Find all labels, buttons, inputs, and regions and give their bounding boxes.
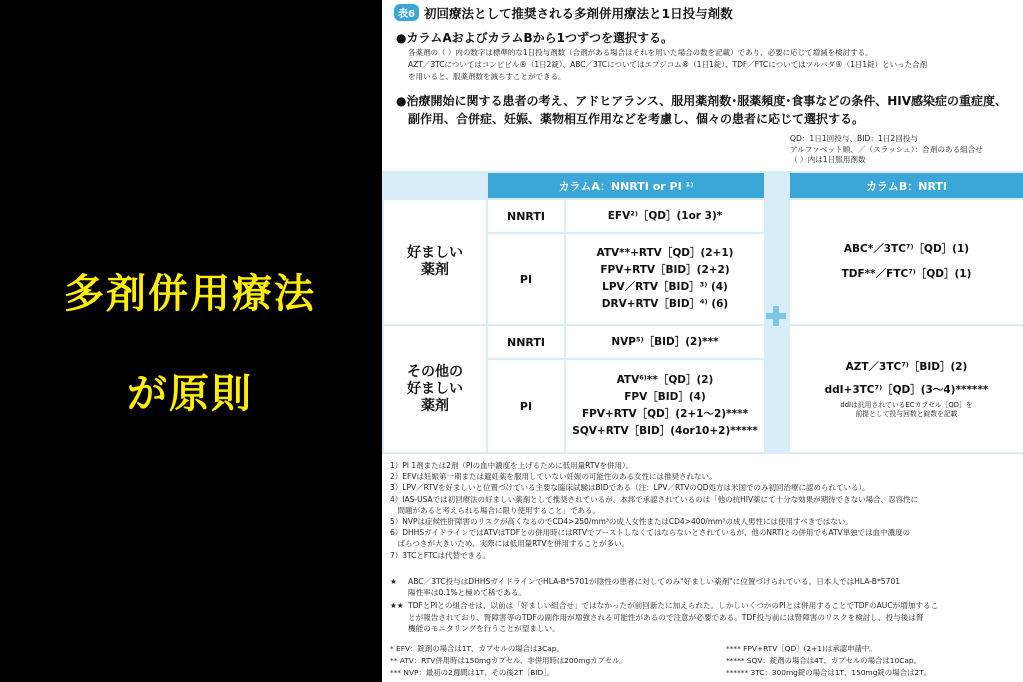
preferred-nrti-regimens [790,200,1023,324]
other-nrti-regimens [790,326,1023,452]
bullet-select-columns: ●カラムAおよびカラムBから1つずつを選択する。 [396,31,674,45]
footnote: 問題があると考えられる場合に限り使用すること」である。 [390,505,600,515]
note-line: ABC／3TC投与はDHHSガイドラインでHLA-B*5701が陰性の患者に対してのみ"好ましい薬剤"に位置づけられている。日本人ではHLA-B*5701 [408,577,901,586]
regimen-item: ABC*／3TC⁷⁾［QD］(1) [843,243,970,255]
regimen-item: FPV+RTV［QD］(2+1〜2)**** [581,408,749,420]
star-note [390,576,1018,598]
star-notes [390,576,1018,636]
footnote: 7）3TCとFTCは代替できる。 [390,550,490,560]
pi-category: PI [488,234,564,324]
table-caption [394,4,733,22]
title-line-1: 多剤併用療法 [64,271,316,317]
footnote: 4）IAS-USAでは初回療法の好ましい薬剤として推奨されているが、本邦で承認されているのは「他の抗HIV薬にて十分な効果が期待できない場合、忍容性に [390,494,919,504]
footnote: 5）NVPは症候性肝障害のリスクが高くなるのでCD4>250/mm³の成人女性またはCD4>400/mm³の成人男性には使用すべきではない。 [390,517,853,527]
asterisk-note: *** NVP：最初の2週間は1T、その後2T［BID］。 [390,667,555,677]
asterisk-note: **** FPV+RTV［QD］(2+1)は承認申請中。 [726,644,877,653]
document-page [382,0,1023,682]
asterisk-notes-left [390,643,720,678]
regimen-item: SQV+RTV［BID］(4or10+2)***** [572,425,758,437]
desc-line: を用いると、服薬剤数を減らすことができる。 [408,72,566,81]
column-a-header: カラムA：NNRTI or PI ¹⁾ [488,173,764,198]
legend-line: QD：1日1回投与、BID：1日2回投与 [790,134,918,143]
regimen-item: TDF**／FTC⁷⁾［QD］(1) [841,268,972,280]
label-line: 好ましい [407,245,463,261]
bullet2-line: 副作用、合併症、妊娠、薬物相互作用などを考慮し、個々の患者に応じて選択する。 [408,112,865,126]
star-note-text [408,600,938,634]
table-title: 初回療法として推奨される多剤併用療法と1日投与剤数 [423,6,733,21]
label-line: その他の [407,363,463,380]
footnote: ばらつきが大きいため、実際には低用量RTVを併用することが多い。 [390,539,630,549]
double-star-icon: ★★ [390,601,404,611]
regimen-item: ATV⁶⁾**［QD］(2) [616,374,714,386]
star-note [390,600,1018,634]
footnote: 3）LPV／RTVを好ましいと位置づけている主要な臨床試験はBIDである（注：LPV／RTVのQD処方は米国でのみ初回治療に認められている）。 [390,483,870,493]
legend-line: アルファベット順、／（スラッシュ）：合剤のある組合せ [790,144,983,154]
other-preferred-label [384,326,486,452]
asterisk-notes-right [726,643,1021,678]
legend-line: （ ）内は1日服用剤数 [790,155,866,164]
label-line: 好ましい [407,380,463,397]
other-pi-regimens [566,360,764,452]
preferred-pi-regimens [566,234,764,324]
regimen-item: FPV+RTV［BID］(2+2) [600,264,730,276]
asterisk-note: ****** 3TC：300mg錠の場合は1T、150mg錠の場合は2T。 [726,667,931,677]
footnote: 1）PI 1剤または2剤（PIの血中濃度を上げるために低用量RTVを併用）。 [390,461,634,470]
regimen-item: ddI+3TC⁷⁾［QD］(3〜4)****** [824,384,989,396]
regimen-item: FPV［BID］(4) [624,391,706,403]
note-line: TDFとPIとの組合せは、以前は「好ましい組合せ」ではなかったが前回新たに加えられた。しかしいくつかのPIとは併用することでTDFのAUCが増加するこ [408,601,939,611]
ddi-note [840,401,972,419]
note-line: ddIは汎用されているECカプセル［QD］を [840,401,973,409]
title-line-2: が原則 [127,371,253,417]
nnrti-category: NNRTI [488,326,564,358]
regimen-item: AZT／3TC⁷⁾［BID］(2) [845,361,968,373]
pi-category: PI [488,360,564,452]
asterisk-note: ** ATV：RTV併用時は150mgカプセル、非併用時は200mgカプセル。 [390,655,627,665]
note-line: 陽性率は0.1%と極めて稀である。 [408,588,527,598]
note-line: 前提として投与回数と錠数を記載 [855,410,958,418]
star-note-text [408,576,900,598]
label-line: 薬剤 [421,262,449,278]
abbreviation-legend [790,134,983,166]
plus-icon [766,306,786,326]
other-nnrti-regimen: NVP⁵⁾［BID］(2)*** [566,326,764,358]
nnrti-category: NNRTI [488,200,564,232]
regimen-item: LPV／RTV［BID］³⁾ (4) [602,281,728,293]
asterisk-note: * EFV：錠剤の場合は1T、カプセルの場合は3Cap。 [390,644,564,653]
footnote: 2）EFVは妊娠第一期または避妊薬を服用していない妊娠の可能性のある女性には推奨されない。 [390,472,717,482]
bullet2-line: ●治療開始に関する患者の考え、アドヒアランス、服用薬剤数･服薬頻度･食事などの条件、HIV感染症の重症度、 [396,94,1007,108]
note-line: 機能のモニタリングを行うことが望ましい。 [408,623,560,633]
preferred-label [384,200,486,324]
bullet-consider-patient [396,92,1016,128]
footnote: 6）DHHSガイドラインではATVはTDFとの併用時にはRTVでブーストしなくてはならないとされているが、他のNRTIとの併用でもATV単独では血中濃度の [390,528,911,538]
star-icon: ★ [390,577,397,586]
preferred-nnrti-regimen: EFV²⁾［QD］(1or 3)* [566,200,764,232]
footnotes [390,460,1018,561]
bullet-select-description [408,47,1018,83]
table-number-badge: 表6 [394,4,419,21]
column-b-header: カラムB：NRTI [790,173,1023,198]
note-line: とが報告されており、腎障害等のTDFの副作用が増強される可能性があるので注意が必要である。TDF投与前には腎障害のリスクを検討し、投与後は腎 [408,612,924,622]
regimen-table [382,171,1023,454]
regimen-item: ATV**+RTV［QD］(2+1) [596,247,734,259]
asterisk-note: ***** SQV：錠剤の場合は4T、カプセルの場合は10Cap。 [726,655,921,665]
desc-line: 各薬剤の（ ）内の数字は標準的な1日投与剤数（合剤がある場合はそれを用いた場合の数を記載）であり、必要に応じて増減を検討する。 [408,48,873,57]
label-line: 薬剤 [421,397,449,414]
regimen-item: DRV+RTV［BID］⁴⁾ (6) [601,298,729,310]
title-panel [0,0,380,682]
desc-line: AZT／3TCについてはコンビビル®（1日2錠）、ABC／3TCについてはエプジコム®（1日1錠）、TDF／FTCについてはツルバダ®（1日1錠）といった合剤 [408,60,928,69]
